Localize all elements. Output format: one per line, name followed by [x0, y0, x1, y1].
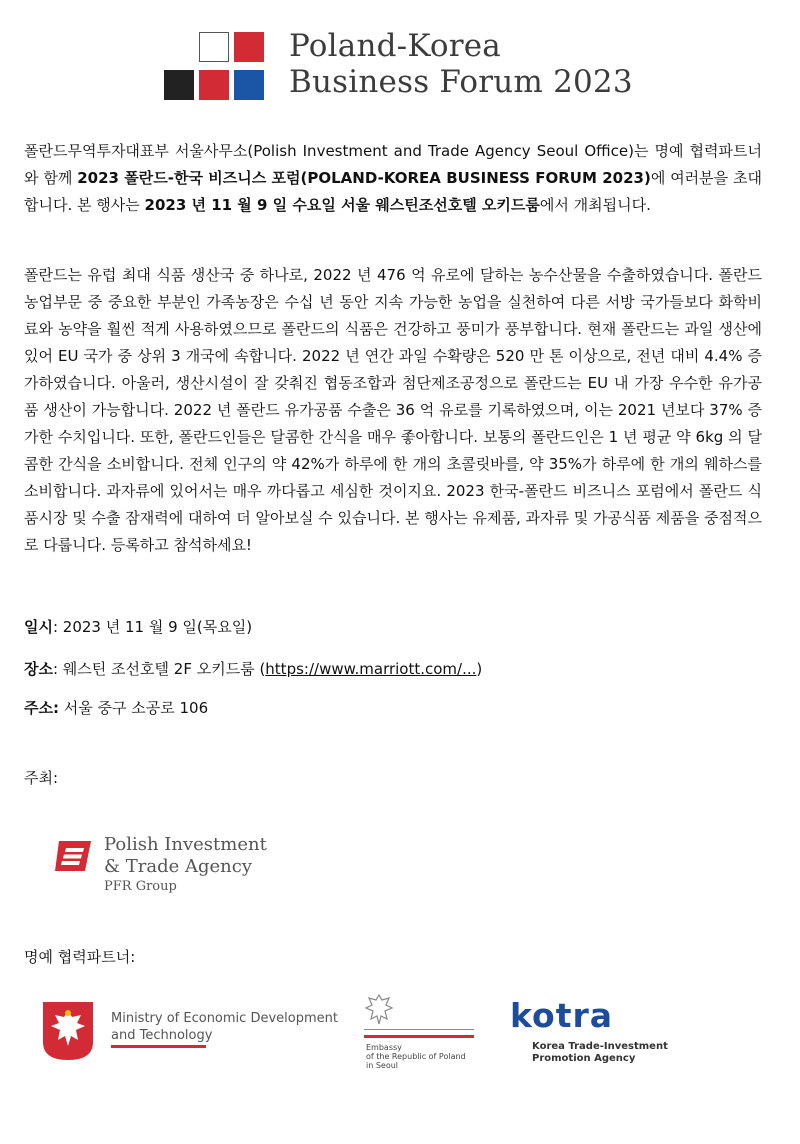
address-value: 서울 중구 소공로 106 [58, 699, 209, 717]
kotra-logo-word: kotra [510, 996, 614, 1035]
paih-logo-icon [55, 839, 93, 873]
forum-title [289, 28, 633, 100]
paih-logo-text [104, 834, 267, 896]
polish-eagle-emblem-icon [43, 1002, 93, 1060]
venue-label: 장소 [24, 660, 53, 678]
logo-square-black [164, 70, 194, 100]
embassy-red-line [364, 1035, 474, 1038]
forum-logo-squares [164, 32, 266, 102]
logo-square-red [234, 32, 264, 62]
ministry-red-line [111, 1045, 206, 1048]
event-when-where: 2023 년 11 월 9 일 수요일 서울 웨스틴조선호텔 오키드룸 [144, 196, 540, 214]
ministry-line1: Ministry of Economic Development [111, 1011, 338, 1026]
paih-line1: Polish Investment [104, 834, 267, 855]
embassy-line2: of the Republic of Poland [366, 1052, 466, 1061]
forum-name: 2023 폴란드-한국 비즈니스 포럼(POLAND-KOREA BUSINESS FORUM 2023) [77, 169, 651, 187]
venue-close: ) [476, 660, 483, 678]
kotra-line2: Promotion Agency [532, 1053, 636, 1064]
event-venue [24, 658, 482, 680]
paih-line3: PFR Group [104, 879, 177, 894]
logo-square-blue [234, 70, 264, 100]
kotra-line1: Korea Trade-Investment [532, 1041, 668, 1052]
date-label: 일시 [24, 618, 53, 636]
partners-label: 명예 협력파트너: [24, 948, 136, 966]
intro-text-2: 에 여러분을 초대합니다. 본 행사는 [24, 169, 762, 214]
intro-text-1: 폴란드무역투자대표부 서울사무소(Polish Investment and Trade Agency Seoul Office)는 명예 협력파트너와 함께 [24, 142, 762, 187]
intro-paragraph [24, 138, 762, 219]
embassy-line1: Embassy [366, 1043, 402, 1052]
paih-line2: & Trade Agency [104, 856, 252, 877]
embassy-logo-text [366, 1043, 466, 1070]
ministry-line2: and Technology [111, 1028, 213, 1043]
venue-link[interactable]: https://www.marriott.com/... [265, 660, 477, 678]
forum-title-line1: Poland-Korea [289, 28, 501, 64]
logo-square-white [199, 32, 229, 62]
date-value: : 2023 년 11 월 9 일(목요일) [52, 618, 253, 636]
venue-value: : 웨스틴 조선호텔 2F 오키드룸 ( [52, 660, 266, 678]
kotra-logo-text [532, 1041, 668, 1065]
logo-square-red [199, 70, 229, 100]
intro-text-3: 에서 개최됩니다. [539, 196, 651, 214]
event-date [24, 616, 252, 638]
address-label: 주소: [24, 699, 59, 717]
embassy-line3: in Seoul [366, 1061, 399, 1070]
forum-title-line2: Business Forum 2023 [289, 64, 633, 100]
body-paragraph: 폴란드는 유럽 최대 식품 생산국 중 하나로, 2022 년 476 억 유로에 달하는 농수산물을 수출하였습니다. 폴란드 농업부문 중 중요한 부분인 가족농장은 수십 년 동안 지속 가능한 농업을 실천하여 다른 서방 국가들보다 화학비료와 농약을 훨씬 적게 사용하였으므로 폴란드의 식품은 건강하고 풍미가 풍부합니다. 현재 폴란드는 과일 생산에 있어 EU 국가 중 상위 3 개국에 속합니다. 2022 년 연간 과일 수확량은 520 만 톤 이상으로, 전년 대비 4.4% 증가하였습니다. 아울러, 생산시설이 잘 갖춰진 협동조합과 첨단제조공정으로 폴란드는 EU 내 가장 우수한 유가공품 생산이 가능합니다. 2022 년 폴란드 유가공품 수출은 36 억 유로를 기록하였으며, 이는 2021 년보다 37% 증가한 수치입니다. 또한, 폴란드인들은 달콤한 간식을 매우 좋아합니다. 보통의 폴란드인은 1 년 평균 약 6kg 의 달콤한 간식을 소비합니다. 전체 인구의 약 42%가 하루에 한 개의 초콜릿바를, 약 35%가 하루에 한 개의 웨하스를 소비합니다. 과자류에 있어서는 매우 까다롭고 세심한 것이지요. 2023 한국-폴란드 비즈니스 포럼에서 폴란드 식품시장 및 수출 잠재력에 대하여 더 알아보실 수 있습니다. 본 행사는 유제품, 과자류 및 가공식품 제품을 중점적으로 다룹니다. 등록하고 참석하세요! [24, 266, 762, 554]
event-address [24, 697, 208, 719]
embassy-eagle-icon [364, 993, 394, 1025]
ministry-logo-text [111, 1010, 338, 1044]
embassy-gray-line [364, 1029, 474, 1030]
host-label: 주최: [24, 769, 59, 787]
